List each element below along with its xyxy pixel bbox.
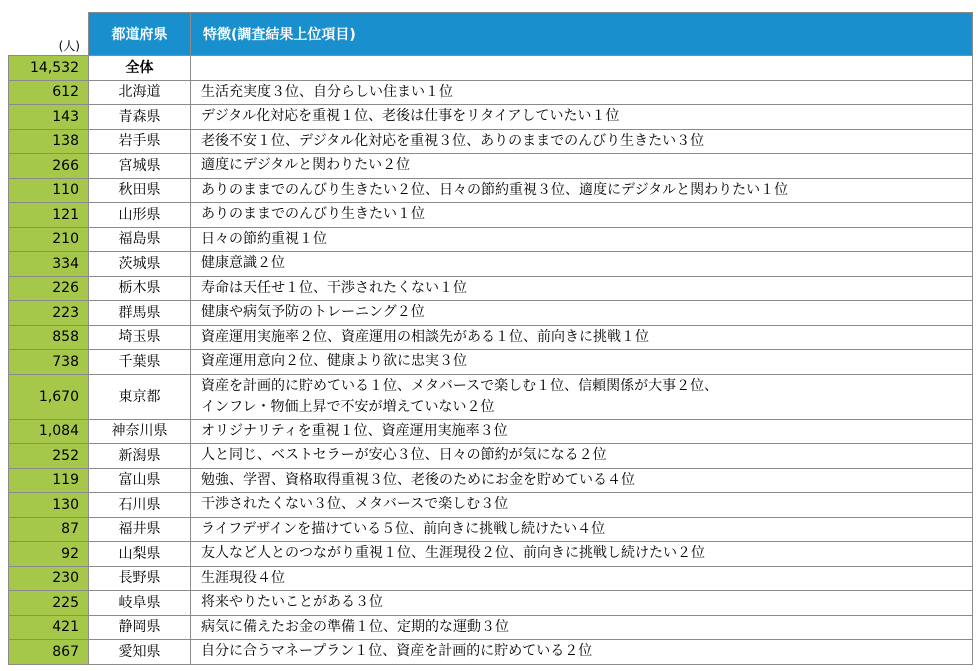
- prefecture-name: 岩手県: [89, 129, 191, 154]
- table-header-row: [9, 13, 973, 56]
- feature-line: 生活充実度３位、自分らしい住まい１位: [201, 83, 453, 100]
- prefecture-name: 全体: [89, 56, 191, 81]
- table-row: [9, 301, 973, 326]
- table-row: [9, 276, 973, 301]
- prefecture-name: 北海道: [89, 80, 191, 105]
- feature-line: オリジナリティを重視１位、資産運用実施率３位: [201, 422, 508, 439]
- prefecture-name: 新潟県: [89, 444, 191, 469]
- table-row: [9, 129, 973, 154]
- prefecture-features: [191, 276, 973, 301]
- respondent-count: 1,670: [9, 374, 89, 419]
- feature-line: 病気に備えたお金の準備１位、定期的な運動３位: [201, 618, 509, 635]
- prefecture-features: [191, 591, 973, 616]
- feature-line: 生涯現役４位: [201, 569, 285, 586]
- prefecture-name: 群馬県: [89, 301, 191, 326]
- respondent-count: 223: [9, 301, 89, 326]
- prefecture-features: [191, 227, 973, 252]
- table-row: [9, 80, 973, 105]
- prefecture-features: [191, 566, 973, 591]
- feature-line: 適度にデジタルと関わりたい２位: [201, 157, 411, 174]
- feature-line: 老後不安１位、デジタル化対応を重視３位、ありのままでのんびり生きたい３位: [201, 132, 705, 149]
- prefecture-features: [191, 80, 973, 105]
- table-row: [9, 178, 973, 203]
- feature-line: 将来やりたいことがある３位: [201, 594, 383, 611]
- prefecture-features: [191, 640, 973, 665]
- respondent-count: 266: [9, 154, 89, 179]
- table-row: [9, 591, 973, 616]
- column-header-features: 特徴(調査結果上位項目): [191, 13, 973, 56]
- prefecture-features: [191, 56, 973, 81]
- prefecture-name: 茨城県: [89, 252, 191, 277]
- prefecture-features: [191, 444, 973, 469]
- table-body: [9, 56, 973, 665]
- table-row: [9, 105, 973, 130]
- prefecture-name: 千葉県: [89, 350, 191, 375]
- prefecture-features: [191, 301, 973, 326]
- prefecture-name: 神奈川県: [89, 419, 191, 444]
- feature-line: 資産運用意向２位、健康より欲に忠実３位: [201, 353, 467, 370]
- prefecture-name: 静岡県: [89, 615, 191, 640]
- prefecture-name: 富山県: [89, 468, 191, 493]
- table-row: [9, 566, 973, 591]
- prefecture-features: [191, 178, 973, 203]
- feature-line: 勉強、学習、資格取得重視３位、老後のためにお金を貯めている４位: [201, 471, 635, 488]
- feature-line: ありのままでのんびり生きたい１位: [201, 206, 425, 223]
- respondent-count: 110: [9, 178, 89, 203]
- table-row: [9, 468, 973, 493]
- table-row: [9, 640, 973, 665]
- feature-line: 資産運用実施率２位、資産運用の相談先がある１位、前向きに挑戦１位: [201, 328, 649, 345]
- respondent-count: 334: [9, 252, 89, 277]
- table-row: [9, 493, 973, 518]
- feature-line: 干渉されたくない３位、メタバースで楽しむ３位: [201, 496, 509, 513]
- prefecture-name: 宮城県: [89, 154, 191, 179]
- prefecture-name: 福島県: [89, 227, 191, 252]
- respondent-count: 130: [9, 493, 89, 518]
- prefecture-name: 山形県: [89, 203, 191, 228]
- feature-line: 資産を計画的に貯めている１位、メタバースで楽しむ１位、信頼関係が大事２位、: [201, 377, 719, 394]
- respondent-count: 867: [9, 640, 89, 665]
- respondent-count: 858: [9, 325, 89, 350]
- respondent-count: 738: [9, 350, 89, 375]
- prefecture-name: 東京都: [89, 374, 191, 419]
- prefecture-features: [191, 374, 973, 419]
- respondent-count: 87: [9, 517, 89, 542]
- feature-line: 人と同じ、ベストセラーが安心３位、日々の節約が気になる２位: [201, 447, 607, 464]
- prefecture-name: 埼玉県: [89, 325, 191, 350]
- feature-line: デジタル化対応を重視１位、老後は仕事をリタイアしていたい１位: [201, 108, 620, 125]
- prefecture-features: [191, 154, 973, 179]
- prefecture-features: [191, 350, 973, 375]
- feature-line: 寿命は天任せ１位、干渉されたくない１位: [201, 279, 467, 296]
- table-row: [9, 154, 973, 179]
- feature-line: 友人など人とのつながり重視１位、生涯現役２位、前向きに挑戦し続けたい２位: [201, 545, 705, 562]
- respondent-count: 210: [9, 227, 89, 252]
- feature-line: 健康や病気予防のトレーニング２位: [201, 304, 425, 321]
- prefecture-name: 石川県: [89, 493, 191, 518]
- prefecture-features: [191, 419, 973, 444]
- feature-line: ありのままでのんびり生きたい２位、日々の節約重視３位、適度にデジタルと関わりたい１位: [201, 181, 789, 198]
- table-row: [9, 252, 973, 277]
- respondent-count: 252: [9, 444, 89, 469]
- table-row: [9, 444, 973, 469]
- prefecture-name: 長野県: [89, 566, 191, 591]
- respondent-count: 143: [9, 105, 89, 130]
- feature-line: 自分に合うマネープラン１位、資産を計画的に貯めている２位: [201, 643, 593, 660]
- prefecture-features: [191, 252, 973, 277]
- prefecture-name: 秋田県: [89, 178, 191, 203]
- prefecture-features: [191, 493, 973, 518]
- table-row: [9, 517, 973, 542]
- prefecture-name: 栃木県: [89, 276, 191, 301]
- table-row: [9, 350, 973, 375]
- respondent-count: 14,532: [9, 56, 89, 81]
- respondent-count: 230: [9, 566, 89, 591]
- feature-line: インフレ・物価上昇で不安が増えていない２位: [201, 398, 495, 415]
- respondent-count: 1,084: [9, 419, 89, 444]
- feature-line: 日々の節約重視１位: [201, 230, 327, 247]
- prefecture-name: 岐阜県: [89, 591, 191, 616]
- prefecture-features: [191, 105, 973, 130]
- prefecture-features: [191, 517, 973, 542]
- prefecture-name: 福井県: [89, 517, 191, 542]
- table-row: [9, 374, 973, 419]
- respondent-count: 612: [9, 80, 89, 105]
- unit-label: (人): [58, 39, 80, 53]
- table-row: [9, 419, 973, 444]
- respondent-count: 92: [9, 542, 89, 567]
- column-header-prefecture: 都道府県: [89, 13, 191, 56]
- respondent-count: 138: [9, 129, 89, 154]
- table-row: [9, 203, 973, 228]
- table-row: [9, 325, 973, 350]
- table-row: [9, 615, 973, 640]
- prefecture-features-table: [8, 12, 973, 665]
- prefecture-features: [191, 325, 973, 350]
- respondent-count: 225: [9, 591, 89, 616]
- prefecture-features: [191, 468, 973, 493]
- table-row: [9, 56, 973, 81]
- feature-line: 健康意識２位: [201, 255, 285, 272]
- feature-line: ライフデザインを描けている５位、前向きに挑戦し続けたい４位: [201, 520, 606, 537]
- respondent-count: 121: [9, 203, 89, 228]
- prefecture-name: 山梨県: [89, 542, 191, 567]
- prefecture-name: 青森県: [89, 105, 191, 130]
- respondent-count: 119: [9, 468, 89, 493]
- prefecture-name: 愛知県: [89, 640, 191, 665]
- prefecture-features: [191, 615, 973, 640]
- table-row: [9, 227, 973, 252]
- respondent-count: 421: [9, 615, 89, 640]
- prefecture-features: [191, 129, 973, 154]
- respondent-count: 226: [9, 276, 89, 301]
- table-row: [9, 542, 973, 567]
- prefecture-features: [191, 203, 973, 228]
- prefecture-features: [191, 542, 973, 567]
